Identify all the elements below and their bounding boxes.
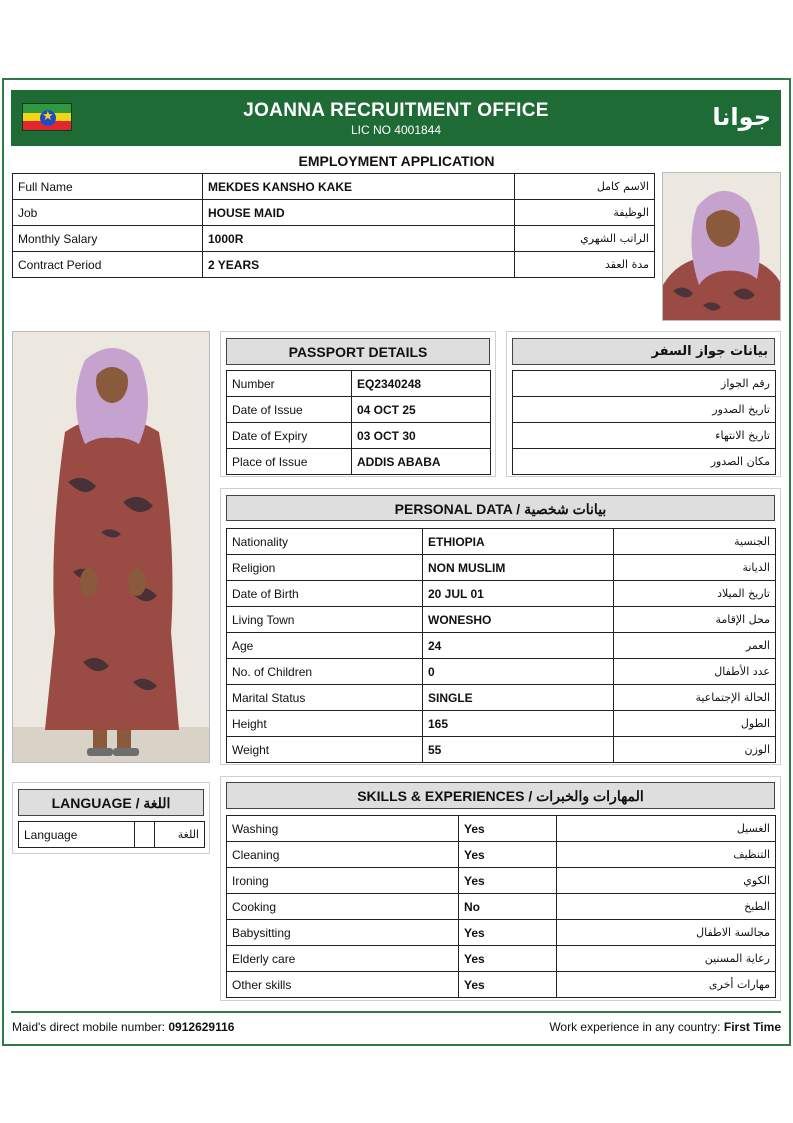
personal-data-heading: PERSONAL DATA / بيانات شخصية: [226, 495, 775, 521]
row-label: Babysitting: [227, 920, 459, 946]
row-value: ETHIOPIA: [423, 529, 614, 555]
office-arabic-name: جوانا: [712, 103, 771, 131]
table-row: [513, 449, 776, 475]
license-number: LIC NO 4001844: [350, 123, 442, 137]
mobile-number-line: [12, 1020, 234, 1034]
row-arabic-label: مدة العقد: [515, 252, 655, 278]
table-row: [227, 397, 491, 423]
row-arabic-label: مجالسة الاطفال: [557, 920, 776, 946]
row-arabic-label: تاريخ الصدور: [513, 397, 776, 423]
row-value: Yes: [459, 816, 557, 842]
table-row: [227, 894, 776, 920]
table-row: [13, 200, 655, 226]
row-value: Yes: [459, 842, 557, 868]
row-label: Elderly care: [227, 946, 459, 972]
skills-table: [226, 815, 776, 998]
passport-details-arabic-heading: بيانات جواز السفر: [512, 338, 775, 365]
row-value: 20 JUL 01: [423, 581, 614, 607]
table-row: [513, 423, 776, 449]
language-value-cell: [135, 822, 155, 848]
row-label: Number: [227, 371, 352, 397]
row-value: EQ2340248: [352, 371, 491, 397]
row-label: Date of Expiry: [227, 423, 352, 449]
row-arabic-label: الراتب الشهري: [515, 226, 655, 252]
table-row: [227, 816, 776, 842]
row-value: No: [459, 894, 557, 920]
application-title: EMPLOYMENT APPLICATION: [298, 153, 495, 169]
row-arabic-label: الغسيل: [557, 816, 776, 842]
skills-heading: SKILLS & EXPERIENCES / المهارات والخبرات: [226, 782, 775, 809]
table-row: [227, 842, 776, 868]
office-title: JOANNA RECRUITMENT OFFICE: [243, 100, 549, 121]
table-row: [227, 371, 491, 397]
mobile-number-value: 0912629116: [168, 1020, 235, 1034]
table-row: [227, 946, 776, 972]
row-arabic-label: اللغة: [155, 822, 205, 848]
row-value: MEKDES KANSHO KAKE: [203, 174, 515, 200]
row-arabic-label: التنظيف: [557, 842, 776, 868]
table-row: [13, 174, 655, 200]
row-arabic-label: الديانة: [614, 555, 776, 581]
work-experience-value: First Time: [723, 1020, 781, 1034]
row-label: Age: [227, 633, 423, 659]
row-arabic-label: تاريخ الانتهاء: [513, 423, 776, 449]
summary-table: [12, 173, 655, 278]
row-label: No. of Children: [227, 659, 423, 685]
row-value: HOUSE MAID: [203, 200, 515, 226]
row-value: Yes: [459, 920, 557, 946]
row-label: Date of Issue: [227, 397, 352, 423]
row-label: Contract Period: [13, 252, 203, 278]
row-arabic-label: الحالة الإجتماعية: [614, 685, 776, 711]
table-row: [227, 607, 776, 633]
row-value: 1000R: [203, 226, 515, 252]
table-row: [513, 371, 776, 397]
row-label: Job: [13, 200, 203, 226]
row-arabic-label: الاسم كامل: [515, 174, 655, 200]
row-value: 2 YEARS: [203, 252, 515, 278]
row-label: Weight: [227, 737, 423, 763]
portrait-photo: [662, 172, 781, 321]
row-label: Religion: [227, 555, 423, 581]
row-label: Other skills: [227, 972, 459, 998]
row-arabic-label: الوزن: [614, 737, 776, 763]
header-banner: [11, 90, 781, 146]
row-label: Living Town: [227, 607, 423, 633]
row-value: 04 OCT 25: [352, 397, 491, 423]
table-row: [227, 581, 776, 607]
row-value: 24: [423, 633, 614, 659]
row-arabic-label: رقم الجواز: [513, 371, 776, 397]
table-row: [227, 449, 491, 475]
row-value: Yes: [459, 868, 557, 894]
row-arabic-label: الطول: [614, 711, 776, 737]
row-label: Cleaning: [227, 842, 459, 868]
footer-divider: [11, 1011, 781, 1013]
language-table: [18, 821, 205, 848]
row-arabic-label: الطبخ: [557, 894, 776, 920]
row-value: ADDIS ABABA: [352, 449, 491, 475]
row-label: Cooking: [227, 894, 459, 920]
passport-arabic-table: [512, 370, 776, 475]
language-heading: LANGUAGE / اللغة: [18, 789, 204, 816]
personal-data-table: [226, 528, 776, 763]
table-row: [19, 822, 205, 848]
row-arabic-label: عدد الأطفال: [614, 659, 776, 685]
row-value: Yes: [459, 946, 557, 972]
table-row: [13, 226, 655, 252]
table-row: [227, 555, 776, 581]
row-label: Marital Status: [227, 685, 423, 711]
table-row: [13, 252, 655, 278]
passport-details-heading: PASSPORT DETAILS: [226, 338, 490, 365]
row-label: Ironing: [227, 868, 459, 894]
row-arabic-label: العمر: [614, 633, 776, 659]
row-value: WONESHO: [423, 607, 614, 633]
row-label: Place of Issue: [227, 449, 352, 475]
passport-table: [226, 370, 491, 475]
row-arabic-label: مهارات أخرى: [557, 972, 776, 998]
table-row: [227, 529, 776, 555]
work-experience-label: Work experience in any country:: [549, 1020, 721, 1034]
row-value: SINGLE: [423, 685, 614, 711]
full-body-photo: [12, 331, 210, 763]
row-value: 0: [423, 659, 614, 685]
row-label: Height: [227, 711, 423, 737]
table-row: [227, 868, 776, 894]
table-row: [513, 397, 776, 423]
row-arabic-label: الكوي: [557, 868, 776, 894]
row-label: Date of Birth: [227, 581, 423, 607]
table-row: [227, 737, 776, 763]
row-label: Washing: [227, 816, 459, 842]
row-arabic-label: تاريخ الميلاد: [614, 581, 776, 607]
row-label: Monthly Salary: [13, 226, 203, 252]
table-row: [227, 972, 776, 998]
table-row: [227, 920, 776, 946]
row-arabic-label: الوظيفة: [515, 200, 655, 226]
row-value: 165: [423, 711, 614, 737]
work-experience-line: [549, 1020, 781, 1034]
row-label: Language: [19, 822, 135, 848]
table-row: [227, 633, 776, 659]
row-arabic-label: رعاية المسنين: [557, 946, 776, 972]
row-label: Nationality: [227, 529, 423, 555]
row-arabic-label: مكان الصدور: [513, 449, 776, 475]
row-value: NON MUSLIM: [423, 555, 614, 581]
row-arabic-label: الجنسية: [614, 529, 776, 555]
table-row: [227, 423, 491, 449]
mobile-number-label: Maid's direct mobile number:: [12, 1020, 166, 1034]
table-row: [227, 685, 776, 711]
table-row: [227, 659, 776, 685]
row-value: 55: [423, 737, 614, 763]
row-label: Full Name: [13, 174, 203, 200]
table-row: [227, 711, 776, 737]
row-arabic-label: محل الإقامة: [614, 607, 776, 633]
row-value: 03 OCT 30: [352, 423, 491, 449]
row-value: Yes: [459, 972, 557, 998]
